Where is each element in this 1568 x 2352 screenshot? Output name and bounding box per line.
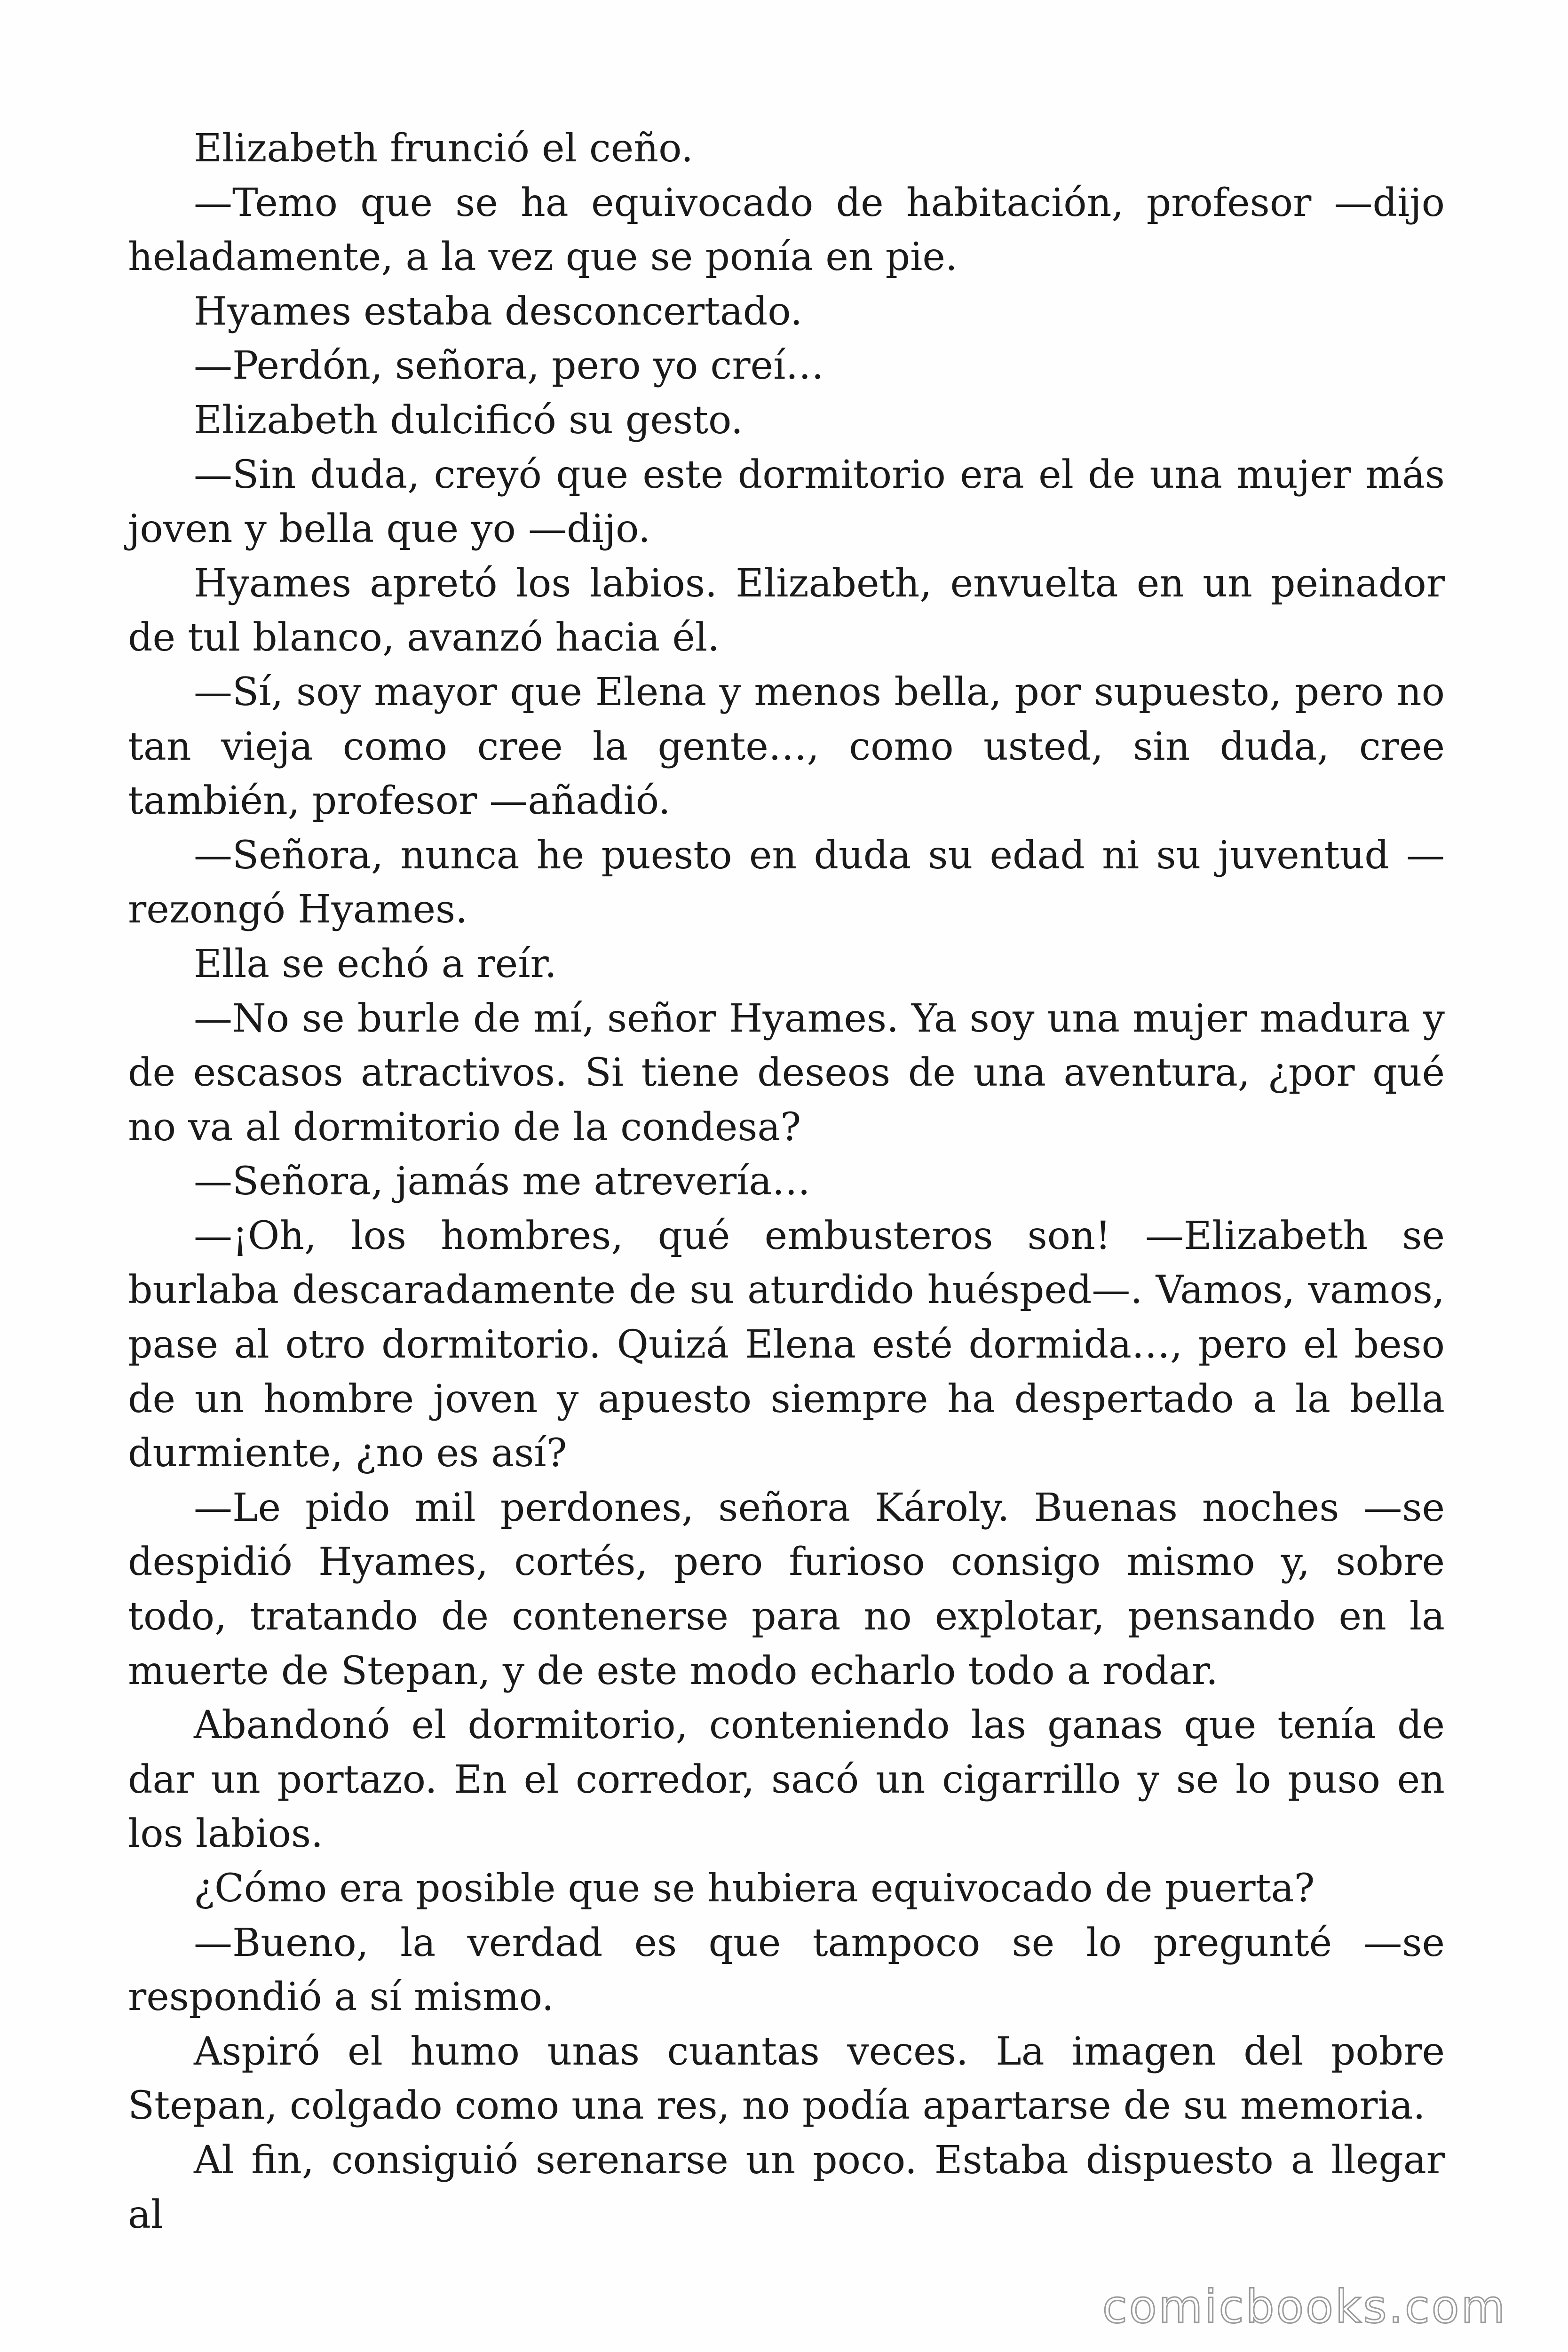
paragraph-13: —¡Oh, los hombres, qué embusteros son! —Elizabeth se burlaba descaradamente de su aturdido huésped—. Vamos, vamos, pase al otro dormitorio. Quizá Elena esté dormida…, pero el beso de un hombre joven y apuesto siempre ha despertado a la bella durmiente, ¿no es así? [128,1213,1445,1476]
paragraph-11: —No se burle de mí, señor Hyames. Ya soy una mujer madura y de escasos atractivos. Si tiene deseos de una aventura, ¿por qué no va al dormitorio de la condesa? [128,996,1445,1150]
watermark-text: comicbooks.com [1102,2280,1507,2333]
paragraph-14: —Le pido mil perdones, señora Károly. Buenas noches —se despidió Hyames, cortés, pero furioso consigo mismo y, sobre todo, tratando de contenerse para no explotar, pensando en la muerte de Stepan, y de este modo echarlo todo a rodar. [128,1485,1445,1693]
paragraph-16: ¿Cómo era posible que se hubiera equivocado de puerta? [194,1866,1315,1911]
paragraph-8: —Sí, soy mayor que Elena y menos bella, por supuesto, pero no tan vieja como cree la gente…, como usted, sin duda, cree también, profesor —añadió. [128,669,1445,824]
paragraph-12: —Señora, jamás me atrevería… [194,1159,811,1204]
paragraph-3: Hyames estaba desconcertado. [194,289,803,334]
paragraph-18: Aspiró el humo unas cuantas veces. La imagen del pobre Stepan, colgado como una res, no podía apartarse de su memoria. [128,2029,1445,2129]
paragraph-15: Abandonó el dormitorio, conteniendo las ganas que tenía de dar un portazo. En el corredor, sacó un cigarrillo y se lo puso en los labios. [128,1703,1445,1857]
body-text [128,121,1445,2242]
paragraph-7: Hyames apretó los labios. Elizabeth, envuelta en un peinador de tul blanco, avanzó hacia él. [128,561,1445,660]
paragraph-9: —Señora, nunca he puesto en duda su edad ni su juventud —rezongó Hyames. [128,833,1445,932]
paragraph-10: Ella se echó a reír. [194,941,557,986]
paragraph-2: —Temo que se ha equivocado de habitación, profesor —dijo heladamente, a la vez que se ponía en pie. [128,180,1445,280]
paragraph-19: Al fin, consiguió serenarse un poco. Estaba dispuesto a llegar al [128,2137,1445,2237]
paragraph-4: —Perdón, señora, pero yo creí… [194,343,824,389]
paragraph-5: Elizabeth dulcificó su gesto. [194,397,743,443]
paragraph-6: —Sin duda, creyó que este dormitorio era el de una mujer más joven y bella que yo —dijo. [128,452,1445,552]
paragraph-17: —Bueno, la verdad es que tampoco se lo pregunté —se respondió a sí mismo. [128,1920,1445,2020]
paragraph-1: Elizabeth frunció el ceño. [194,126,694,171]
